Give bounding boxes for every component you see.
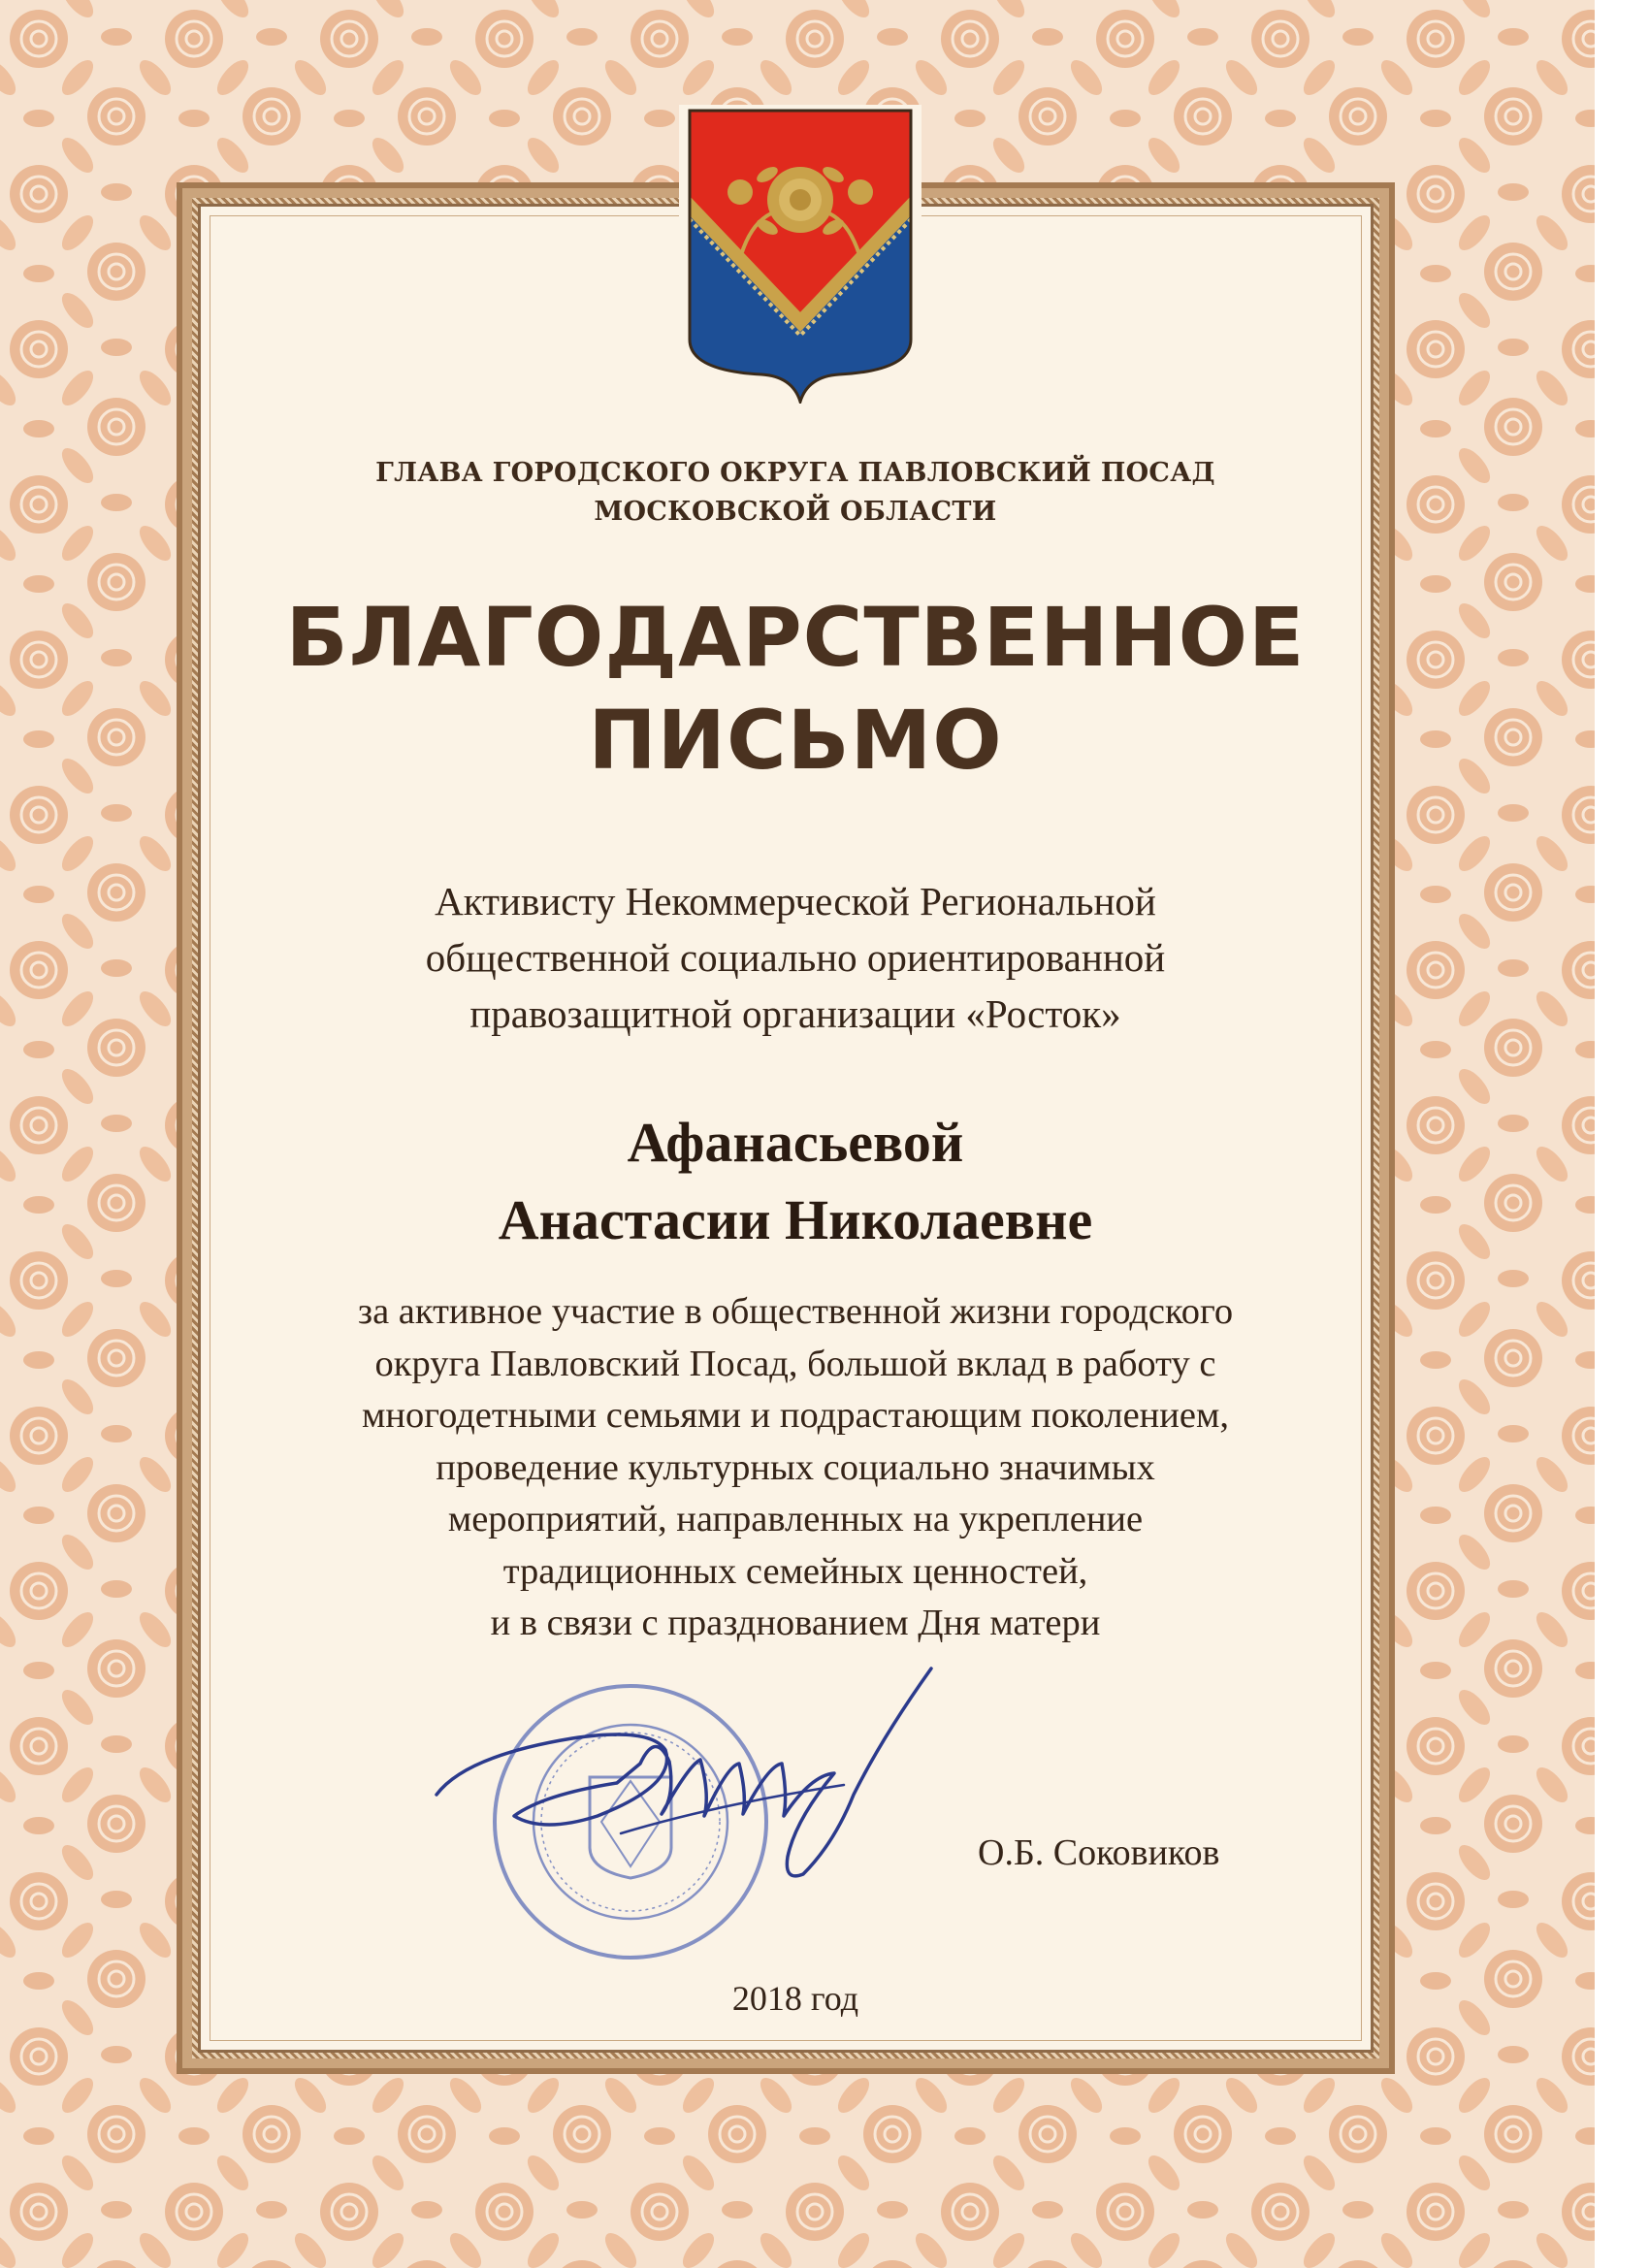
title-line: БЛАГОДАРСТВЕННОЕ: [285, 590, 1306, 685]
recipient-name-line: Афанасьевой: [627, 1111, 964, 1174]
recipient-name: [223, 1104, 1368, 1259]
reason-line: традиционных семейных ценностей,: [502, 1550, 1088, 1592]
recipient-org-line: Активисту Некоммерческой Региональной: [435, 879, 1156, 923]
coat-of-arms-icon: [684, 107, 917, 404]
recipient-organization: [223, 873, 1368, 1042]
recipient-org-line: правозащитной организации «Росток»: [469, 991, 1121, 1036]
reason-line: мероприятий, направленных на укрепление: [447, 1499, 1144, 1539]
recipient-name-line: Анастасии Николаевне: [498, 1188, 1093, 1251]
authority-line: ГЛАВА ГОРОДСКОГО ОКРУГА ПАВЛОВСКИЙ ПОСАД: [375, 458, 1215, 488]
issuing-authority: [223, 454, 1368, 532]
recipient-org-line: общественной социально ориентированной: [425, 935, 1166, 980]
signer-name: О.Б. Соковиков: [978, 1832, 1220, 1873]
signature: [427, 1649, 970, 1901]
title-line: ПИСЬМО: [588, 693, 1003, 788]
coat-of-arms: [679, 105, 922, 407]
scan-edge: [1595, 0, 1649, 2268]
award-reason: [213, 1286, 1377, 1650]
reason-line: многодетными семьями и подрастающим поколением,: [362, 1395, 1229, 1436]
issue-year: 2018 год: [731, 1979, 859, 2018]
reason-line: проведение культурных социально значимых: [436, 1446, 1155, 1488]
authority-line: МОСКОВСКОЙ ОБЛАСТИ: [594, 497, 997, 527]
document-title: [223, 586, 1368, 792]
reason-line: и в связи с празднованием Дня матери: [490, 1603, 1101, 1643]
reason-line: округа Павловский Посад, большой вклад в работу с: [374, 1343, 1216, 1384]
reason-line: за активное участие в общественной жизни городского: [357, 1291, 1234, 1332]
